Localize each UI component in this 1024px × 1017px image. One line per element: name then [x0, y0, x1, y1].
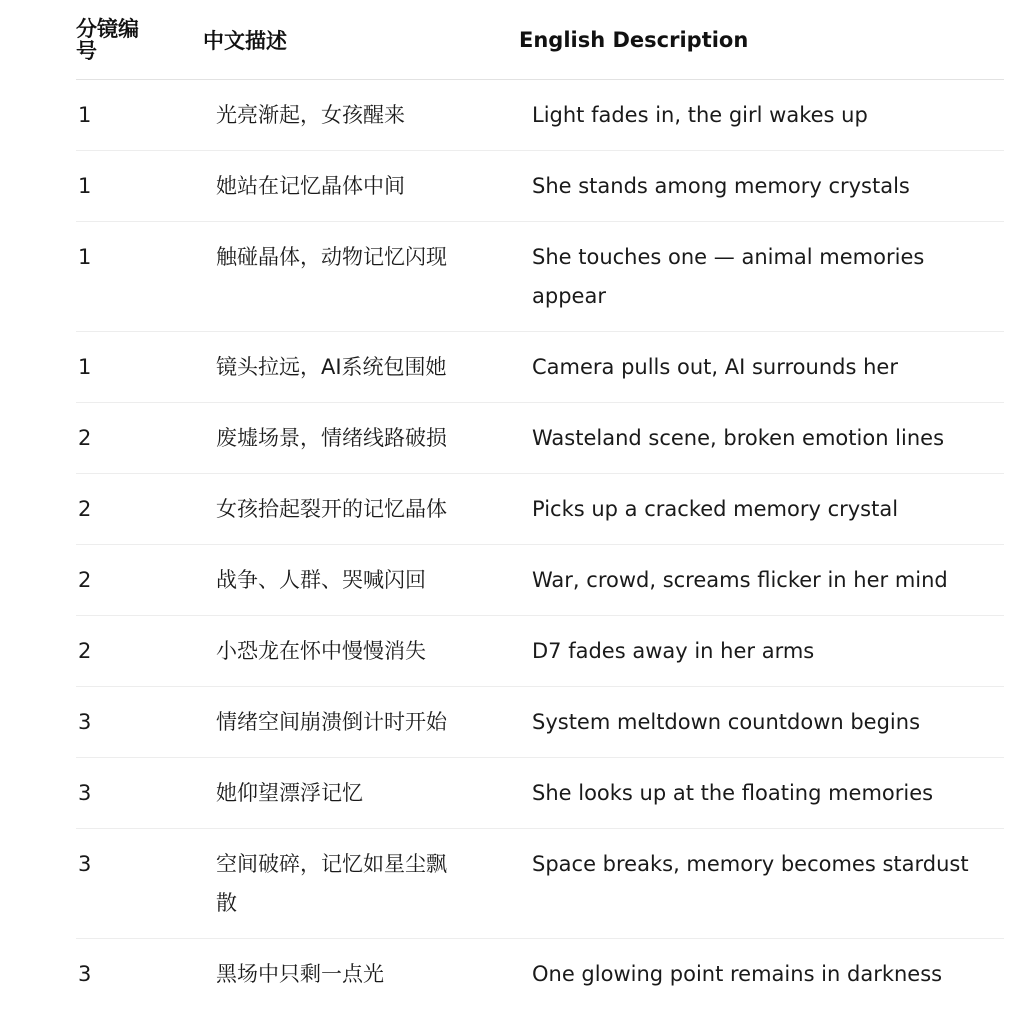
english-description-cell: Picks up a cracked memory crystal — [532, 497, 899, 521]
table-row — [76, 222, 1004, 332]
table-row — [76, 939, 1004, 1010]
shot-number-cell: 3 — [78, 962, 92, 986]
table-row — [76, 545, 1004, 616]
chinese-description-cell: 空间破碎，记忆如星尘飘散 — [216, 852, 447, 915]
english-description-cell: D7 fades away in her arms — [532, 639, 815, 663]
shot-number-cell: 2 — [78, 426, 92, 450]
chinese-description-cell: 黑场中只剩一点光 — [216, 962, 384, 986]
shot-number-cell: 2 — [78, 639, 92, 663]
table-header-row — [76, 0, 1004, 80]
chinese-description-cell: 情绪空间崩溃倒计时开始 — [216, 710, 447, 734]
shot-number-cell: 3 — [78, 852, 92, 876]
header-shot-number: 分镜编号 — [76, 16, 139, 63]
english-description-cell: Light fades in, the girl wakes up — [532, 103, 868, 127]
chinese-description-cell: 小恐龙在怀中慢慢消失 — [216, 639, 426, 663]
chinese-description-cell: 女孩拾起裂开的记忆晶体 — [216, 497, 447, 521]
table-row — [76, 151, 1004, 222]
shot-number-cell: 2 — [78, 568, 92, 592]
chinese-description-cell: 她站在记忆晶体中间 — [216, 174, 405, 198]
table-row — [76, 332, 1004, 403]
shot-number-cell: 2 — [78, 497, 92, 521]
english-description-cell: Space breaks, memory becomes stardust — [532, 852, 969, 876]
english-description-cell: She touches one — animal memories appear — [532, 245, 925, 308]
table-row — [76, 687, 1004, 758]
table-row — [76, 829, 1004, 939]
table-row — [76, 474, 1004, 545]
table-row — [76, 403, 1004, 474]
table-row — [76, 758, 1004, 829]
shot-number-cell: 1 — [78, 174, 92, 198]
chinese-description-cell: 光亮渐起，女孩醒来 — [216, 103, 405, 127]
shot-number-cell: 3 — [78, 710, 92, 734]
chinese-description-cell: 废墟场景，情绪线路破损 — [216, 426, 447, 450]
table-row — [76, 616, 1004, 687]
english-description-cell: One glowing point remains in darkness — [532, 962, 943, 986]
english-description-cell: She stands among memory crystals — [532, 174, 910, 198]
english-description-cell: System meltdown countdown begins — [532, 710, 921, 734]
shot-number-cell: 3 — [78, 781, 92, 805]
chinese-description-cell: 战争、人群、哭喊闪回 — [216, 568, 426, 592]
shot-number-cell: 1 — [78, 355, 92, 379]
header-english-description: English Description — [519, 27, 749, 52]
storyboard-table — [76, 0, 1004, 1010]
chinese-description-cell: 触碰晶体，动物记忆闪现 — [216, 245, 447, 269]
english-description-cell: Camera pulls out, AI surrounds her — [532, 355, 898, 379]
english-description-cell: War, crowd, screams flicker in her mind — [532, 568, 948, 592]
shot-number-cell: 1 — [78, 245, 92, 269]
table-row — [76, 80, 1004, 151]
chinese-description-cell: 她仰望漂浮记忆 — [216, 781, 363, 805]
header-chinese-description: 中文描述 — [203, 28, 287, 53]
english-description-cell: She looks up at the floating memories — [532, 781, 934, 805]
english-description-cell: Wasteland scene, broken emotion lines — [532, 426, 945, 450]
chinese-description-cell: 镜头拉远，AI系统包围她 — [216, 355, 447, 379]
shot-number-cell: 1 — [78, 103, 92, 127]
